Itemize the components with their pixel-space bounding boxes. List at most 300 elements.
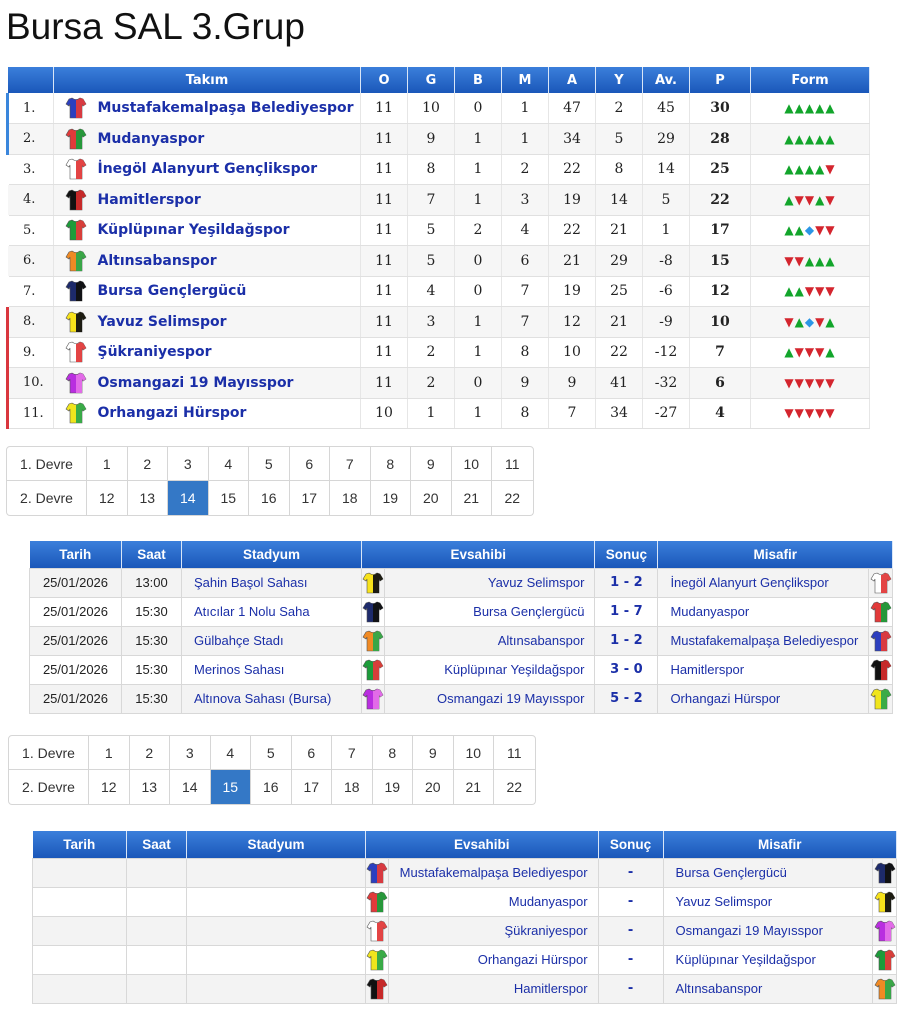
stat-av: -6 [643, 276, 690, 307]
form-win-icon: ▲ [784, 192, 795, 207]
form-loss-icon: ▼ [794, 192, 805, 207]
stat-o: 11 [361, 185, 408, 216]
form-loss-icon: ▼ [815, 223, 826, 238]
form-win-icon: ▲ [794, 162, 805, 177]
away-jersey-icon [873, 945, 897, 974]
week-2-button[interactable]: 2 [128, 447, 169, 480]
week-17-button[interactable]: 17 [292, 770, 333, 804]
form-win-icon: ▲ [804, 162, 816, 177]
stadium-link[interactable] [187, 945, 366, 974]
form-win-icon: ▲ [784, 345, 795, 360]
away-team-link[interactable]: Yavuz Selimspor [663, 887, 872, 916]
col-av[interactable]: Av. [643, 67, 690, 93]
form-win-icon: ▲ [825, 314, 836, 329]
standing-pos: 1. [8, 93, 54, 124]
week-12-button[interactable]: 12 [87, 481, 128, 515]
week-20-button[interactable]: 20 [411, 481, 452, 515]
home-team-link[interactable]: Bursa Gençlergücü [385, 597, 595, 626]
week-10-button[interactable]: 10 [454, 736, 495, 769]
week-19-button[interactable]: 19 [371, 481, 412, 515]
stat-m: 6 [502, 246, 549, 277]
team-link[interactable]: Yavuz Selimspor [98, 307, 361, 338]
form-indicators [751, 276, 870, 307]
col-stadium: Stadyum [182, 541, 362, 568]
week-11-button[interactable]: 11 [506, 744, 522, 761]
team-link[interactable]: Mudanyaspor [98, 124, 361, 155]
match-score[interactable]: 1 - 2 [595, 568, 658, 597]
team-link[interactable]: Orhangazi Hürspor [98, 398, 361, 429]
away-team-link[interactable]: Bursa Gençlergücü [663, 858, 872, 887]
form-win-icon: ▲ [794, 314, 805, 329]
team-jersey-icon [54, 307, 98, 338]
col-away: Misafir [663, 831, 896, 858]
form-indicators [751, 185, 870, 216]
col-m[interactable]: M [502, 67, 549, 93]
match-time: 15:30 [122, 597, 182, 626]
stat-b: 2 [455, 215, 502, 246]
stat-a: 19 [549, 276, 596, 307]
match-time: 15:30 [122, 684, 182, 713]
form-indicators [751, 93, 870, 124]
match-date [33, 887, 127, 916]
match-score[interactable]: 3 - 0 [595, 655, 658, 684]
form-draw-icon: ◆ [804, 314, 816, 329]
week-4-button[interactable]: 4 [211, 736, 252, 769]
standing-pos: 11. [8, 398, 54, 429]
col-home: Evsahibi [362, 541, 595, 568]
home-jersey-icon [362, 597, 385, 626]
stat-a: 19 [549, 185, 596, 216]
home-team-link[interactable]: Altınsabanspor [385, 626, 595, 655]
col-time: Saat [127, 831, 187, 858]
match-score[interactable]: - [598, 974, 663, 1003]
standing-pos: 3. [8, 154, 54, 185]
form-indicators [751, 154, 870, 185]
form-loss-icon: ▼ [825, 162, 836, 177]
form-loss-icon: ▼ [825, 192, 836, 207]
stat-b: 1 [455, 185, 502, 216]
week-4-button[interactable]: 4 [209, 447, 250, 480]
standing-pos: 7. [8, 276, 54, 307]
stat-a: 10 [549, 337, 596, 368]
week-13-button[interactable]: 13 [130, 770, 171, 804]
week-14-button[interactable]: 14 [168, 481, 209, 515]
week-18-button[interactable]: 18 [332, 770, 373, 804]
stat-o: 11 [361, 307, 408, 338]
week-16-button[interactable]: 16 [251, 770, 292, 804]
stat-g: 5 [408, 215, 455, 246]
team-jersey-icon [54, 124, 98, 155]
stat-av: -12 [643, 337, 690, 368]
week-1-button[interactable]: 1 [87, 447, 128, 480]
standings-row [8, 368, 870, 399]
col-time: Saat [122, 541, 182, 568]
week-17-button[interactable]: 17 [290, 481, 331, 515]
away-team-link[interactable]: Osmangazi 19 Mayısspor [663, 916, 872, 945]
week-22-button[interactable]: 22 [506, 779, 523, 795]
week-16-button[interactable]: 16 [249, 481, 290, 515]
home-jersey-icon [366, 916, 389, 945]
week-18-button[interactable]: 18 [330, 481, 371, 515]
fixtures-table [29, 541, 893, 714]
stat-points: 12 [690, 276, 751, 307]
stat-av: 45 [643, 93, 690, 124]
stat-m: 1 [502, 93, 549, 124]
home-jersey-icon [362, 568, 385, 597]
form-loss-icon: ▼ [825, 406, 836, 421]
form-loss-icon: ▼ [804, 192, 816, 207]
col-b[interactable]: B [455, 67, 502, 93]
stat-b: 0 [455, 276, 502, 307]
stat-y: 14 [596, 185, 643, 216]
week-9-button[interactable]: 9 [413, 736, 454, 769]
stat-a: 7 [549, 398, 596, 429]
home-jersey-icon [366, 858, 389, 887]
away-team-link[interactable]: Mustafakemalpaşa Belediyespor [658, 626, 869, 655]
col-o[interactable]: O [361, 67, 408, 93]
week-8-button[interactable]: 8 [373, 736, 414, 769]
form-loss-icon: ▼ [784, 253, 795, 268]
stat-b: 0 [455, 93, 502, 124]
team-link[interactable]: Osmangazi 19 Mayısspor [98, 368, 361, 399]
stat-y: 2 [596, 93, 643, 124]
fixture-row [33, 974, 897, 1003]
fixture-row [33, 858, 897, 887]
week-9-button[interactable]: 9 [411, 447, 452, 480]
half-label: 1. Devre [9, 736, 89, 769]
stat-m: 8 [502, 337, 549, 368]
team-jersey-icon [54, 215, 98, 246]
team-jersey-icon [54, 398, 98, 429]
away-team-link[interactable]: Orhangazi Hürspor [658, 684, 869, 713]
away-jersey-icon [869, 597, 893, 626]
week-12-button[interactable]: 12 [89, 770, 130, 804]
week-2-button[interactable]: 2 [130, 736, 171, 769]
stat-b: 0 [455, 246, 502, 277]
home-team-link[interactable]: Küplüpınar Yeşildağspor [385, 655, 595, 684]
week-10-button[interactable]: 10 [452, 447, 493, 480]
away-jersey-icon [873, 858, 897, 887]
standings-row [8, 154, 870, 185]
week-6-button[interactable]: 6 [290, 447, 331, 480]
form-win-icon: ▲ [784, 223, 795, 238]
stat-av: -27 [643, 398, 690, 429]
week-7-button[interactable]: 7 [332, 736, 373, 769]
away-team-link[interactable]: Mudanyaspor [658, 597, 869, 626]
stat-o: 11 [361, 276, 408, 307]
match-score[interactable]: - [598, 945, 663, 974]
form-win-icon: ▲ [815, 192, 826, 207]
pager-row [8, 735, 536, 770]
standings-row [8, 185, 870, 216]
form-indicators [751, 398, 870, 429]
away-jersey-icon [869, 568, 893, 597]
stat-av: -8 [643, 246, 690, 277]
stat-points: 15 [690, 246, 751, 277]
stat-o: 11 [361, 215, 408, 246]
away-jersey-icon [873, 916, 897, 945]
team-jersey-icon [54, 185, 98, 216]
stat-a: 22 [549, 154, 596, 185]
stat-av: -9 [643, 307, 690, 338]
form-win-icon: ▲ [804, 101, 816, 115]
standings-row [8, 124, 870, 155]
fixture-row [30, 597, 893, 626]
week-3-button[interactable]: 3 [170, 736, 211, 769]
team-link[interactable]: Hamitlerspor [98, 185, 361, 216]
half-label: 2. Devre [9, 770, 89, 804]
form-loss-icon: ▼ [794, 375, 805, 390]
match-date: 25/01/2026 [30, 684, 122, 713]
week-21-button[interactable]: 21 [452, 481, 493, 515]
team-link[interactable]: İnegöl Alanyurt Gençlikspor [98, 154, 361, 185]
week-22-button[interactable]: 22 [504, 490, 521, 506]
match-time [127, 945, 187, 974]
stat-o: 11 [361, 154, 408, 185]
col-away: Misafir [658, 541, 893, 568]
match-score[interactable]: 5 - 2 [595, 684, 658, 713]
pager-row [6, 481, 534, 516]
week-19-button[interactable]: 19 [373, 770, 414, 804]
stat-g: 5 [408, 246, 455, 277]
form-win-icon: ▲ [794, 131, 805, 146]
fixtures-table-2 [32, 831, 897, 1004]
form-win-icon: ▲ [815, 101, 826, 115]
stadium-link[interactable]: Merinos Sahası [182, 655, 362, 684]
stat-y: 29 [596, 246, 643, 277]
form-indicators [751, 246, 870, 277]
match-score[interactable]: 1 - 2 [595, 626, 658, 655]
week-20-button[interactable]: 20 [413, 770, 454, 804]
week-1-button[interactable]: 1 [89, 736, 130, 769]
col-stadium: Stadyum [187, 831, 366, 858]
home-team-link[interactable]: Şükraniyespor [389, 916, 599, 945]
week-15-button[interactable]: 15 [211, 770, 252, 804]
stadium-link[interactable]: Şahin Başol Sahası [182, 568, 362, 597]
form-loss-icon: ▼ [784, 406, 795, 421]
stat-m: 2 [502, 154, 549, 185]
week-5-button[interactable]: 5 [249, 447, 290, 480]
team-jersey-icon [54, 246, 98, 277]
team-jersey-icon [54, 154, 98, 185]
home-team-link[interactable]: Orhangazi Hürspor [389, 945, 599, 974]
form-win-icon: ▲ [784, 284, 795, 299]
week-5-button[interactable]: 5 [251, 736, 292, 769]
stat-b: 1 [455, 398, 502, 429]
standings-row [8, 93, 870, 124]
away-jersey-icon [873, 974, 897, 1003]
home-jersey-icon [366, 945, 389, 974]
col-form: Form [751, 67, 870, 93]
form-loss-icon: ▼ [825, 223, 836, 238]
team-link[interactable]: Altınsabanspor [98, 246, 361, 277]
col-y[interactable]: Y [596, 67, 643, 93]
stat-points: 22 [690, 185, 751, 216]
match-score[interactable]: - [598, 858, 663, 887]
stadium-link[interactable] [187, 887, 366, 916]
match-time [127, 974, 187, 1003]
team-link[interactable]: Mustafakemalpaşa Belediyespor [98, 93, 361, 124]
form-loss-icon: ▼ [815, 345, 826, 360]
form-win-icon: ▲ [794, 284, 805, 299]
away-jersey-icon [869, 684, 893, 713]
form-win-icon: ▲ [804, 253, 816, 268]
stadium-link[interactable] [187, 858, 366, 887]
home-team-link[interactable]: Mustafakemalpaşa Belediyespor [389, 858, 599, 887]
half-label: 1. Devre [7, 447, 87, 480]
stat-m: 8 [502, 398, 549, 429]
stat-a: 22 [549, 215, 596, 246]
stat-a: 34 [549, 124, 596, 155]
team-link[interactable]: Şükraniyespor [98, 337, 361, 368]
stat-b: 1 [455, 124, 502, 155]
form-win-icon: ▲ [815, 131, 826, 146]
stat-b: 1 [455, 337, 502, 368]
form-indicators [751, 337, 870, 368]
week-3-button[interactable]: 3 [168, 447, 209, 480]
stat-points: 25 [690, 154, 751, 185]
standings-row [8, 307, 870, 338]
stat-m: 7 [502, 276, 549, 307]
form-loss-icon: ▼ [825, 375, 836, 390]
match-time: 13:00 [122, 568, 182, 597]
form-indicators [751, 368, 870, 399]
stat-points: 10 [690, 307, 751, 338]
stat-a: 12 [549, 307, 596, 338]
stat-av: 29 [643, 124, 690, 155]
match-time [127, 916, 187, 945]
home-team-link[interactable]: Mudanyaspor [389, 887, 599, 916]
stat-m: 3 [502, 185, 549, 216]
form-win-icon: ▲ [815, 162, 826, 177]
form-win-icon: ▲ [794, 223, 805, 238]
col-home: Evsahibi [366, 831, 599, 858]
stat-o: 11 [361, 337, 408, 368]
stat-points: 4 [690, 398, 751, 429]
home-jersey-icon [366, 887, 389, 916]
stat-av: 14 [643, 154, 690, 185]
match-score[interactable]: - [598, 916, 663, 945]
col-score: Sonuç [598, 831, 663, 858]
match-date: 25/01/2026 [30, 626, 122, 655]
match-time: 15:30 [122, 626, 182, 655]
match-time: 15:30 [122, 655, 182, 684]
stat-points: 30 [690, 93, 751, 124]
team-link[interactable]: Bursa Gençlergücü [98, 276, 361, 307]
stat-m: 1 [502, 124, 549, 155]
away-team-link[interactable]: İnegöl Alanyurt Gençlikspor [658, 568, 869, 597]
stat-g: 9 [408, 124, 455, 155]
away-jersey-icon [873, 887, 897, 916]
match-date: 25/01/2026 [30, 597, 122, 626]
standing-pos: 5. [8, 215, 54, 246]
away-jersey-icon [869, 626, 893, 655]
form-win-icon: ▲ [825, 253, 836, 268]
away-jersey-icon [869, 655, 893, 684]
stadium-link[interactable] [187, 974, 366, 1003]
home-team-link[interactable]: Osmangazi 19 Mayısspor [385, 684, 595, 713]
team-link[interactable]: Küplüpınar Yeşildağspor [98, 215, 361, 246]
stadium-link[interactable]: Gülbahçe Stadı [182, 626, 362, 655]
away-team-link[interactable]: Hamitlerspor [658, 655, 869, 684]
stat-a: 47 [549, 93, 596, 124]
stadium-link[interactable] [187, 916, 366, 945]
week-21-button[interactable]: 21 [454, 770, 495, 804]
home-team-link[interactable]: Hamitlerspor [389, 974, 599, 1003]
stat-points: 17 [690, 215, 751, 246]
stat-o: 10 [361, 398, 408, 429]
away-team-link[interactable]: Altınsabanspor [663, 974, 872, 1003]
week-14-button[interactable]: 14 [170, 770, 211, 804]
form-win-icon: ▲ [825, 345, 836, 360]
week-15-button[interactable]: 15 [209, 481, 250, 515]
match-date: 25/01/2026 [30, 655, 122, 684]
match-date: 25/01/2026 [30, 568, 122, 597]
form-loss-icon: ▼ [794, 345, 805, 360]
home-jersey-icon [362, 655, 385, 684]
week-pager-2 [8, 735, 536, 805]
home-team-link[interactable]: Yavuz Selimspor [385, 568, 595, 597]
col-g[interactable]: G [408, 67, 455, 93]
stat-o: 11 [361, 368, 408, 399]
standings-row [8, 215, 870, 246]
week-11-button[interactable]: 11 [504, 455, 520, 472]
stat-points: 6 [690, 368, 751, 399]
form-win-icon: ▲ [794, 101, 805, 115]
week-13-button[interactable]: 13 [128, 481, 169, 515]
col-date: Tarih [30, 541, 122, 568]
stat-b: 1 [455, 307, 502, 338]
col-p[interactable]: P [690, 67, 751, 93]
match-score[interactable]: 1 - 7 [595, 597, 658, 626]
stat-m: 4 [502, 215, 549, 246]
form-loss-icon: ▼ [784, 314, 795, 329]
form-indicators [751, 215, 870, 246]
stat-g: 1 [408, 398, 455, 429]
match-score[interactable]: - [598, 887, 663, 916]
form-loss-icon: ▼ [804, 284, 816, 299]
week-7-button[interactable]: 7 [330, 447, 371, 480]
stat-y: 5 [596, 124, 643, 155]
page-title: Bursa SAL 3.Grup [6, 6, 305, 47]
home-jersey-icon [362, 626, 385, 655]
form-loss-icon: ▼ [794, 406, 805, 421]
half-label: 2. Devre [7, 481, 87, 515]
match-date [33, 945, 127, 974]
away-team-link[interactable]: Küplüpınar Yeşildağspor [663, 945, 872, 974]
stat-g: 8 [408, 154, 455, 185]
stat-points: 7 [690, 337, 751, 368]
stat-b: 1 [455, 154, 502, 185]
form-loss-icon: ▼ [815, 284, 826, 299]
stadium-link[interactable]: Atıcılar 1 Nolu Saha [182, 597, 362, 626]
col-a[interactable]: A [549, 67, 596, 93]
form-loss-icon: ▼ [825, 284, 836, 299]
match-date [33, 858, 127, 887]
week-8-button[interactable]: 8 [371, 447, 412, 480]
home-jersey-icon [362, 684, 385, 713]
stat-y: 25 [596, 276, 643, 307]
stat-g: 4 [408, 276, 455, 307]
stat-y: 22 [596, 337, 643, 368]
stat-g: 10 [408, 93, 455, 124]
stadium-link[interactable]: Altınova Sahası (Bursa) [182, 684, 362, 713]
form-win-icon: ▲ [784, 162, 795, 177]
stat-y: 41 [596, 368, 643, 399]
col-team[interactable]: Takım [54, 67, 361, 93]
week-6-button[interactable]: 6 [292, 736, 333, 769]
form-win-icon: ▲ [825, 131, 836, 146]
